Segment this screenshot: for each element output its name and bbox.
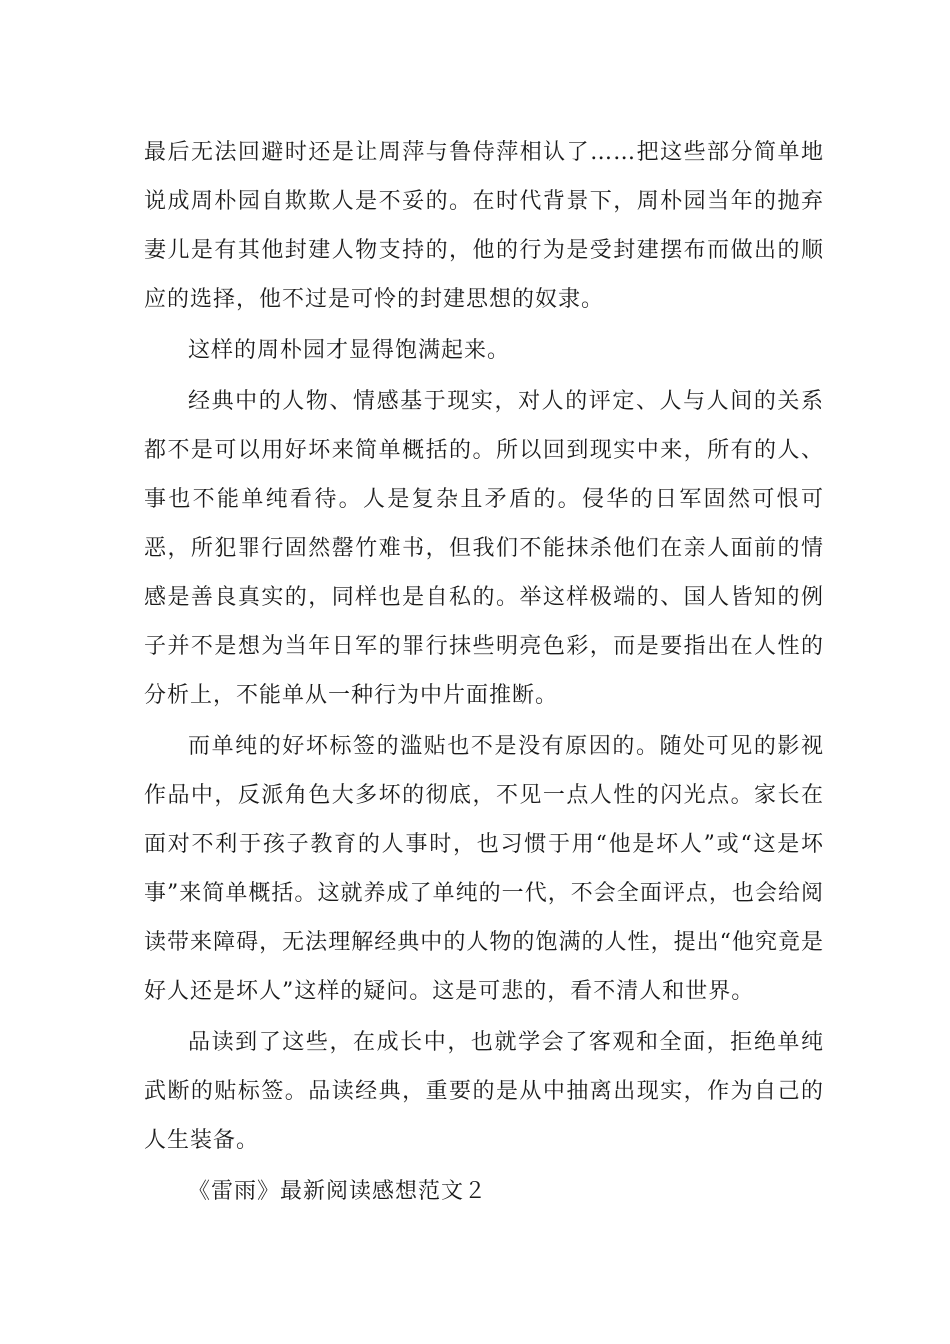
paragraph: 品读到了这些，在成长中，也就学会了客观和全面，拒绝单纯武断的贴标签。品读经典，重要的是从中抽离出现实，作为自己的人生装备。 <box>144 1030 824 1153</box>
document-body <box>144 128 824 1218</box>
section-heading: 《雷雨》最新阅读感想范文２ <box>188 1179 488 1204</box>
paragraph: 经典中的人物、情感基于现实，对人的评定、人与人间的关系都不是可以用好坏来简单概括的。所以回到现实中来，所有的人、事也不能单纯看待。人是复杂且矛盾的。侵华的日军固然可恨可恶，所犯罪行固然罄竹难书，但我们不能抹杀他们在亲人面前的情感是善良真实的，同样也是自私的。举这样极端的、国人皆知的例子并不是想为当年日军的罪行抹些明亮色彩，而是要指出在人性的分析上，不能单从一种行为中片面推断。 <box>144 389 824 708</box>
paragraph-continuation: 最后无法回避时还是让周萍与鲁侍萍相认了……把这些部分简单地说成周朴园自欺欺人是不妥的。在时代背景下，周朴园当年的抛弃妻儿是有其他封建人物支持的，他的行为是受封建摆布而做出的顺应的选择，他不过是可怜的封建思想的奴隶。 <box>144 140 824 312</box>
paragraph: 这样的周朴园才显得饱满起来。 <box>188 338 511 363</box>
paragraph: 而单纯的好坏标签的滥贴也不是没有原因的。随处可见的影视作品中，反派角色大多坏的彻底，不见一点人性的闪光点。家长在面对不利于孩子教育的人事时，也习惯于用“他是坏人”或“这是坏事”来简单概括。这就养成了单纯的一代，不会全面评点，也会给阅读带来障碍，无法理解经典中的人物的饱满的人性，提出“他究竟是好人还是坏人”这样的疑问。这是可悲的，看不清人和世界。 <box>144 734 824 1004</box>
